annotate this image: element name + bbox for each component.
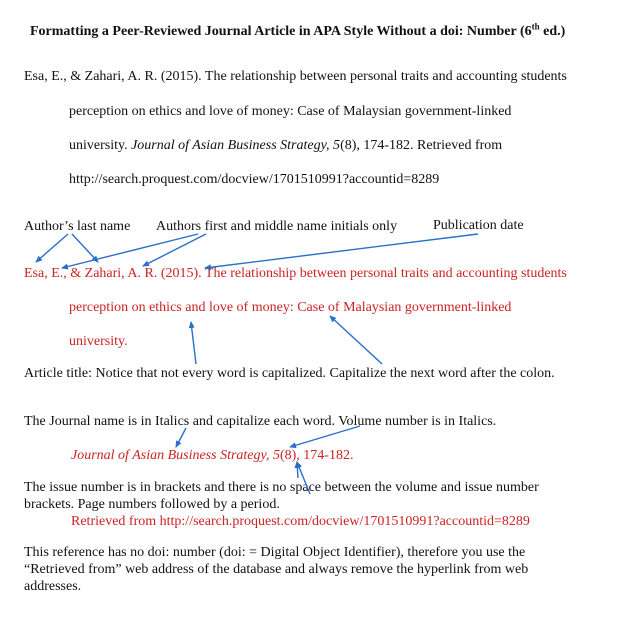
reference-journal-italic: Journal of Asian Business Strategy, 5 <box>131 138 341 153</box>
red-reference-line-2: perception on ethics and love of money: Case of Malaysian government-linked <box>69 300 512 315</box>
red-reference-line-1: Esa, E., & Zahari, A. R. (2015). The relationship between personal traits and accounting students <box>24 266 567 281</box>
doi-note-line-2: “Retrieved from” web address of the database and always remove the hyperlink from web <box>24 562 529 577</box>
arrow-issue-brackets <box>297 462 298 478</box>
arrow-journal-italics <box>176 428 186 447</box>
reference-url: http://search.proquest.com/docview/1701510991?accountid=8289 <box>69 172 440 187</box>
title-main: Formatting a Peer-Reviewed Journal Article in APA Style Without a doi: Number (6 <box>30 24 532 39</box>
arrow-title-case <box>330 316 382 364</box>
title-superscript: th <box>531 21 540 32</box>
title-end: ed.) <box>539 24 566 39</box>
doi-note-line-1: This reference has no doi: number (doi: = Digital Object Identifier), therefore you use the <box>24 545 526 560</box>
label-initials: Authors first and middle name initials only <box>156 219 398 234</box>
reference-line-3-rest: (8), 174-182. Retrieved from <box>340 138 503 153</box>
issue-note-line-2: brackets. Page numbers followed by a period. <box>24 497 280 512</box>
label-author-last-name: Author’s last name <box>24 219 131 234</box>
red-journal-italic: Journal of Asian Business Strategy, 5 <box>71 448 280 463</box>
doi-note-line-3: addresses. <box>24 579 82 594</box>
issue-note-line-1: The issue number is in brackets and there is no space between the volume and issue number <box>24 480 539 495</box>
reference-line-3-plain: university. <box>69 138 132 153</box>
reference-line-1: Esa, E., & Zahari, A. R. (2015). The relationship between personal traits and accounting students <box>24 69 567 84</box>
arrow-initials-to-ar <box>143 234 206 266</box>
arrow-date <box>205 234 478 268</box>
reference-line-2: perception on ethics and love of money: Case of Malaysian government-linked <box>69 104 512 119</box>
article-title-note: Article title: Notice that not every word is capitalized. Capitalize the next word after the colon. <box>24 366 555 381</box>
label-publication-date: Publication date <box>433 218 524 233</box>
red-retrieved-line: Retrieved from http://search.proquest.com/docview/1701510991?accountid=8289 <box>71 514 530 529</box>
red-journal-line <box>71 448 353 464</box>
arrow-initials-to-e <box>62 234 198 268</box>
page-title <box>30 21 566 40</box>
red-reference-line-3: university. <box>69 334 128 349</box>
red-journal-rest: (8), 174-182. <box>279 448 354 463</box>
arrow-title-not <box>191 322 196 364</box>
journal-note: The Journal name is in Italics and capitalize each word. Volume number is in Italics. <box>24 414 497 429</box>
arrow-author-to-esa <box>36 234 68 262</box>
reference-line-3 <box>69 138 502 154</box>
arrow-author-to-zahari <box>72 234 98 262</box>
